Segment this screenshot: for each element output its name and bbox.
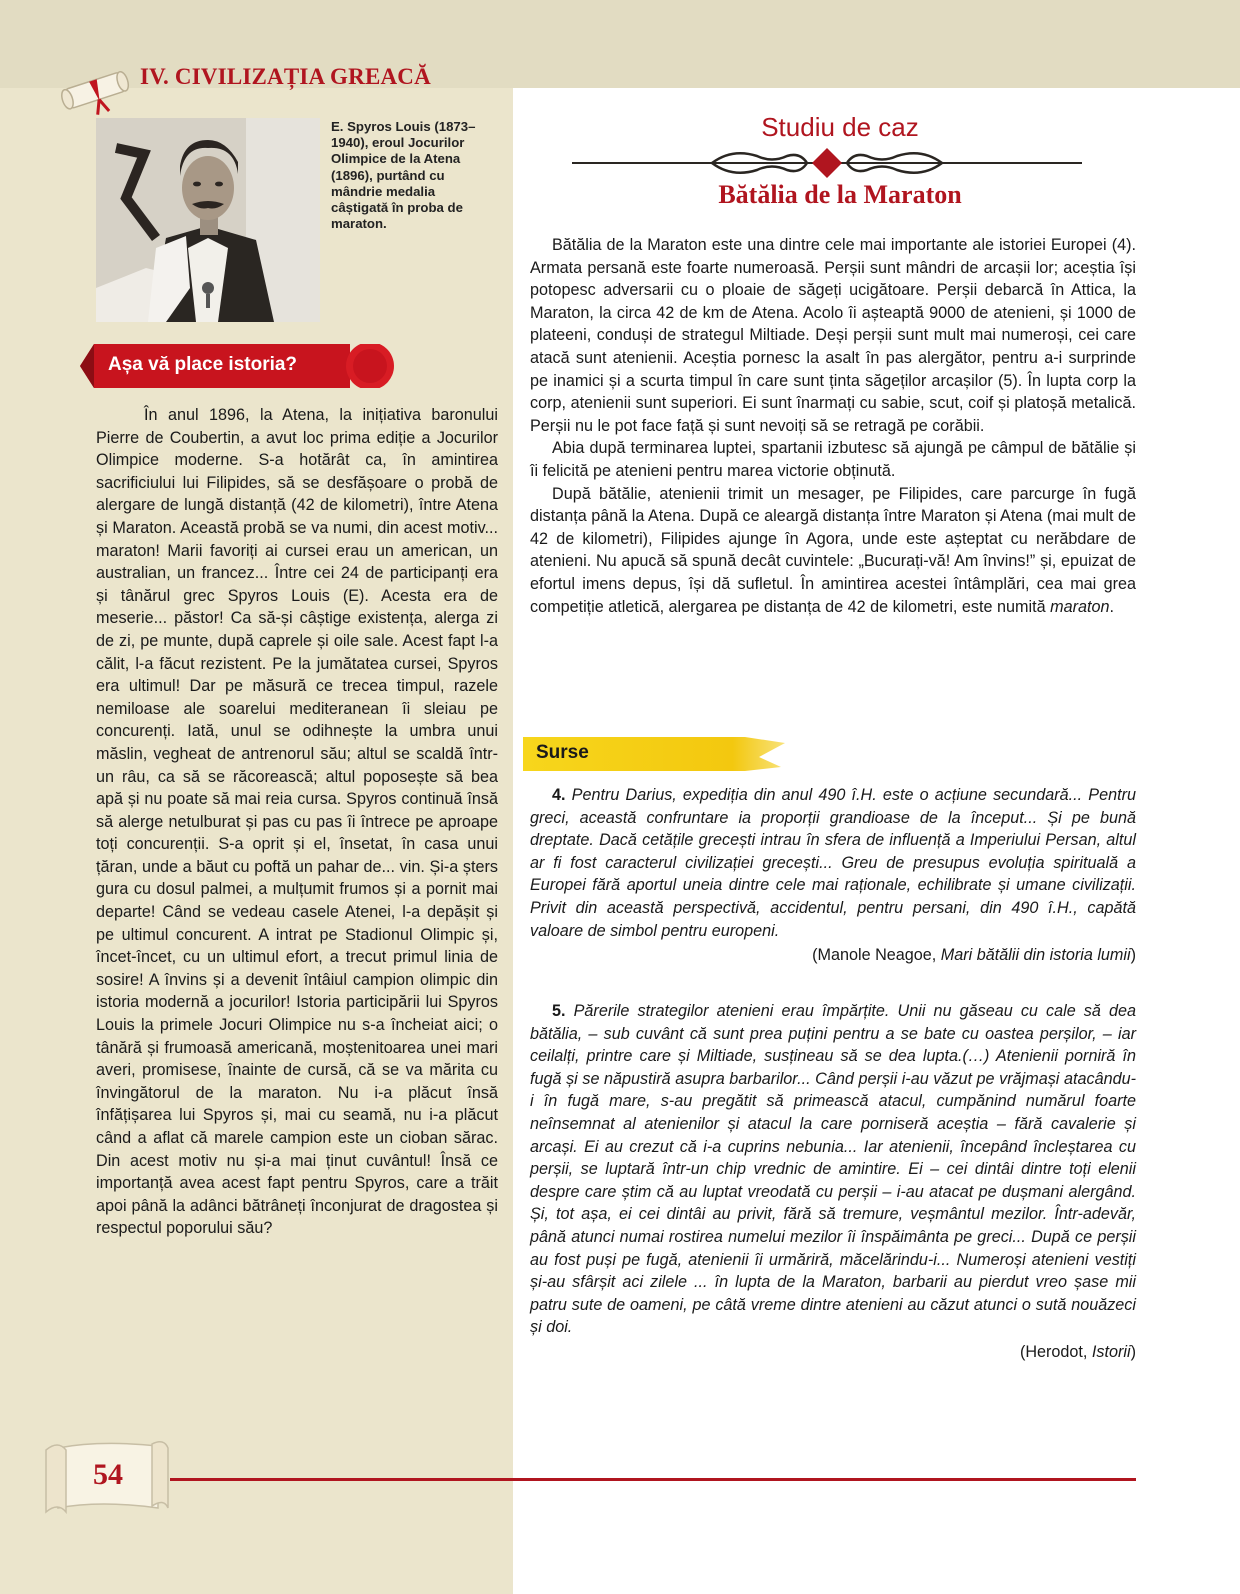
source-5-author: (Herodot,: [1019, 1342, 1088, 1361]
source-4-close: ): [1130, 946, 1136, 965]
source-4-author: (Manole Neagoe,: [812, 946, 937, 965]
sidebar-story-paragraph: În anul 1896, la Atena, la inițiativa baronului Pierre de Coubertin, a avut loc prima ediție a Jocurilor Olimpice moderne. S-a hotărât ca, în amintirea sacrificiului lui Filipides, să se desfășoare o probă de alergare de lungă distanță (42 de kilometri), între Atena și Maraton. Această probă se va numi, din acest motiv... maraton! Marii favoriți ai cursei erau un american, un australian, un francez... Între cei 24 de participanți era și tânărul grec Spyros Louis (E). Acesta era de meserie... păstor! Ca să-și câștige existența, alerga zi de zi, pe munte, după caprele și oile sale. Acest fapt l-a călit, l-a făcut rezistent. Pe la jumătatea cursei, Spyros era ultimul! Dar pe măsură ce trecea timpul, razele nemiloase ale soarelui mediteranean îi sleiau pe concurenți. Iată, unul se odihnește la umbra unui măslin, vegheat de antrenorul său; altul se scaldă într-un râu, ca să se răcorească; altul poposește să bea apă și nu poate să mai reia cursa. Spyros continuă însă să alerge netulburat și pas cu pas îi întrece pe aproape toți concurenții. S-a oprit și el, însetat, în casa unui țăran, unde a băut cu poftă un pahar de... vin. Și-a șters gura cu dosul palmei, a mulțumit frumos și a pornit mai departe! Când se vedeau casele Atenei, l-a depășit și pe ultimul concurent. A intrat pe Stadionul Olimpic și, încet-încet, cu un ultimul efort, a trecut primul linia de sosire! A învins și a devenit întâiul campion olimpic din istoria modernă a jocurilor! Istoria participării lui Spyros Louis la primele Jocuri Olimpice nu s-a încheiat aici; o tânără și frumoasă americană, moștenitoarea unei mari averi, promisese, înainte de cursă, că se va mărita cu învingătorul de la maraton. Nu i-a plăcut însă înfățișarea lui Spyros și, mai cu seamă, nu i-a plăcut când a aflat că marele campion este un cioban sărac. Din acest motiv nu și-a mai ținut cuvântul! Însă ce importanță avea acest fapt pentru Spyros, care a trăit apoi până la adânci bătrâneți înconjurat de dragostea și respectul poporului său?: [96, 406, 498, 1238]
case-study-paragraph: Abia după terminarea luptei, spartanii izbutesc să ajungă pe câmpul de bătălie și îi felicită pe atenieni pentru marea victorie obținută.: [530, 439, 1136, 480]
source-5: [530, 1000, 1136, 1364]
case-study-paragraph: Bătălia de la Maraton este una dintre cele mai importante ale istoriei Europei (4). Armata persană este foarte numeroasă. Perșii sunt mândri de arcașii lor; aceștia își potopesc adversarii cu o ploaie de săgeți ucigătoare. Perșii debarcă în Attica, la Maraton, la circa 42 de km de Atena. Acolo îi așteaptă 9000 de atenieni, și 1000 de plateeni, conduși de strategul Miltiade. Deși perșii sunt mult mai numeroși, cei care atacă sunt atenienii. Aceștia pornesc la asalt în pas alergător, pentru a-i surprinde pe inamici și a scurta timpul în care sunt ținta săgeților arcașilor (5). În lupta corp la corp, atenienii sunt superiori. Ei sunt înarmați cu sabie, scut, coif și platoșă metalică. Perșii nu le pot face față și sunt nevoiți să se retragă pe corăbii.: [530, 236, 1136, 435]
case-study-body: [530, 234, 1136, 618]
page-number: 54: [93, 1458, 123, 1491]
final-period: .: [1109, 597, 1114, 616]
case-study-paragraph-text: După bătălie, atenienii trimit un mesager, pe Filipides, care parcurge în fugă distanța până la Atena. După ce aleargă distanța între Maraton și Atena (mai mult de 42 de kilometri), Filipides ajunge în Agora, unde este așteptat cu nerăbdare de atenieni. Nu apucă să spună decât cuvintele: „Bucurați-vă! Am învins!” și, epuizat de efortul imens depus, își dă sufletul. În amintirea acestei întâmplări, cea mai grea competiție atletică, alergarea pe distanța de 42 de kilometri, este numită: [530, 484, 1136, 616]
source-4: [530, 784, 1136, 967]
case-study-paragraph: [530, 483, 1136, 619]
history-banner-title: Așa vă place istoria?: [108, 354, 298, 375]
source-4-number: 4.: [552, 786, 566, 804]
sidebar-story: [96, 404, 498, 1240]
photo-caption-text: (1873–1940), eroul Jocurilor Olimpice de la Atena (1896), purtând cu mândrie medalia câștigată în proba de maraton.: [331, 119, 476, 232]
maraton-word: maraton: [1050, 597, 1110, 616]
sources-title: Surse: [536, 742, 589, 763]
source-4-quote: Pentru Darius, expediția din anul 490 î.H. este o acțiune secundară... Pentru greci, această confruntare ia proporții grandioase de la început... Și pe bună dreptate. Dacă cetățile grecești intrau în sfera de influență a Imperiului Persan, altul ar fi fost caracterul civilizației grecești... Greu de presupus evoluția spirituală a Europei fără aportul uneia dintre cele mai raționale, echilibrate și umane civilizații. Privit din această perspectivă, accidentul, pentru persani, din 490 î.H., capătă valoare de simbol pentru europeni.: [530, 786, 1136, 940]
source-4-attribution: [530, 944, 1136, 967]
footer-rule: [170, 1478, 1136, 1481]
source-5-text: [530, 1000, 1136, 1339]
source-5-work: Istorii: [1091, 1342, 1131, 1361]
photo-caption-name: E. Spyros Louis: [331, 119, 431, 134]
photo-caption: [331, 119, 491, 232]
source-5-close: ): [1130, 1342, 1136, 1361]
case-study-title: Bătălia de la Maraton: [718, 180, 962, 209]
spyros-louis-photo: [96, 118, 320, 322]
source-5-quote: Părerile strategilor atenieni erau împărțite. Unii nu găseau cu cale să dea bătălia, – sub cuvânt că sunt prea puțini pentru a se bate cu oastea perșilor, – iar ceilalți, printre care și Miltiade, susțineau să se dea lupta.(…) Atenienii porniră în fugă și se năpustiră asupra barbarilor... Când perșii i-au văzut pe vrăjmași atacându-i în fugă mare, s-au pregătit să primească atacul, cumpănind numărul foarte neînsemnat al atenienilor și atacul la care porniseră aceștia – fără cavalerie și arcași. Ei au crezut că i-a cuprins nebunia... Iar atenienii, începând încleștarea cu perșii, se luptară într-un chip vrednic de amintire. Ei – cei dintâi dintre toți elenii despre care știm că au luptat vreodată cu perșii – i-au atacat pe dușmani alergând. Și, tot așa, ei cei dintâi au privit, fără să tremure, veșmântul mezilor. Într-adevăr, până atunci numai rostirea numelui mezilor îi înspăimânta pe greci... După ce perșii au fost puși pe fugă, atenienii îi urmăriră, măcelărindu-i... Numeroși atenieni vestiți și-au sfârșit aci zilele ... în lupta de la Maraton, barbarii au pierdut vreo șase mii patru sute de oameni, pe câtă vreme dintre atenieni au căzut atunci o sută nouăzeci și doi.: [530, 1002, 1137, 1337]
scroll-icon: [52, 62, 140, 118]
case-study-label: Studiu de caz: [761, 112, 919, 142]
source-5-attribution: [530, 1341, 1136, 1364]
source-5-number: 5.: [552, 1002, 566, 1020]
chapter-title: IV. CIVILIZAȚIA GREACĂ: [140, 64, 431, 89]
source-4-text: [530, 784, 1136, 942]
ornament-divider: [572, 144, 1082, 182]
source-4-work: Mari bătălii din istoria lumii: [940, 946, 1131, 965]
